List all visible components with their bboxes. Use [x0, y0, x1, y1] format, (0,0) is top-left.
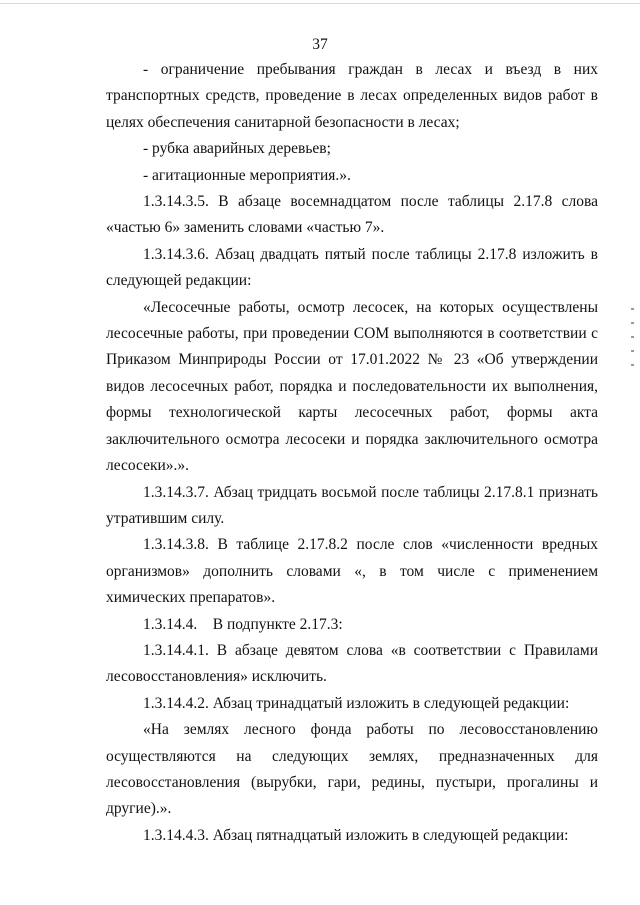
paragraph-1-3-14-4-1: 1.3.14.4.1. В абзаце девятом слова «в соответствии с Правилами лесовосстановления» исключить.: [106, 641, 598, 686]
paragraph-1-3-14-4-2: 1.3.14.4.2. Абзац тринадцатый изложить в следующей редакции:: [143, 694, 570, 712]
paragraph-1-3-14-3-6: 1.3.14.3.6. Абзац двадцать пятый после таблицы 2.17.8 изложить в следующей редакции:: [106, 245, 598, 290]
scan-margin-marks: [631, 308, 635, 368]
paragraph-1-3-14-3-7: 1.3.14.3.7. Абзац тридцать восьмой после таблицы 2.17.8.1 признать утратившим силу.: [106, 483, 598, 527]
paragraph-campaign-activities: - агитационные мероприятия.».: [143, 166, 351, 184]
paragraph-1-3-14-4: 1.3.14.4. В подпункте 2.17.3:: [143, 615, 343, 633]
paragraph-restrictions: - ограничение пребывания граждан в лесах и въезд в них транспортных средств, проведение в лесах определенных видов работ в целях обеспечения санитарной безопасности в лесах;: [106, 61, 598, 131]
paragraph-1-3-14-3-8: 1.3.14.3.8. В таблице 2.17.8.2 после слов «численности вредных организмов» дополнить словами «, в том числе с применением химических препаратов».: [106, 536, 598, 607]
page-number: 37: [312, 36, 328, 53]
paragraph-logging-works-quote: «Лесосечные работы, осмотр лесосек, на которых осуществлены лесосечные работы, при проведении СОМ выполняются в соответствии с Приказом Минприроды России от 17.01.2022 № 23 «Об утверждении видов лесосечных работ, порядка и последовательности их выполнения, формы технологической карты лесосечных работ, формы акта заключительного осмотра лесосеки и порядка заключительного осмотра лесосеки».».: [106, 298, 598, 475]
paragraph-emergency-felling: - рубка аварийных деревьев;: [143, 140, 331, 158]
paragraph-reforestation-quote: «На землях лесного фонда работы по лесовосстановлению осуществляются на следующих землях, предназначенных для лесовосстановления (вырубки, гари, редины, пустыри, прогалины и другие).».: [106, 721, 598, 818]
document-body: [106, 57, 598, 849]
paragraph-1-3-14-3-5: 1.3.14.3.5. В абзаце восемнадцатом после таблицы 2.17.8 слова «частью 6» заменить словами «частью 7».: [106, 193, 598, 237]
paragraph-1-3-14-4-3: 1.3.14.4.3. Абзац пятнадцатый изложить в следующей редакции:: [143, 826, 569, 844]
scan-edge-line: [0, 3, 640, 4]
